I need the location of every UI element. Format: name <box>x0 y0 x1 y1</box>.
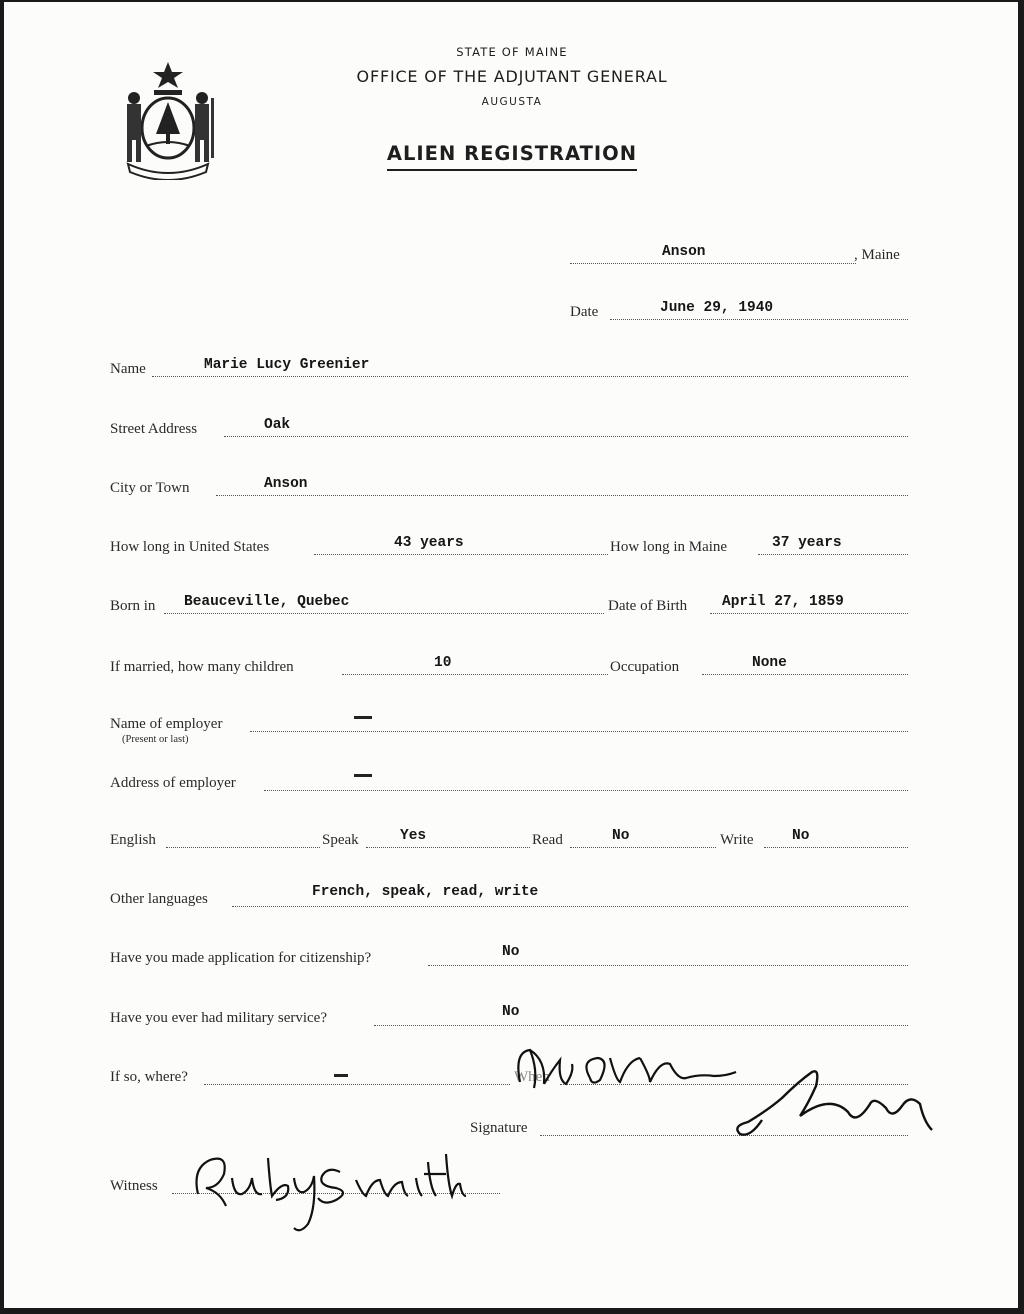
occupation-value: None <box>752 655 787 671</box>
write-value: No <box>792 828 810 844</box>
place-state-label: , Maine <box>854 247 900 263</box>
date-of-birth-value: April 27, 1859 <box>722 594 844 610</box>
speak-value: Yes <box>400 828 427 844</box>
occupation-label: Occupation <box>610 659 680 675</box>
citizenship-label: Have you made application for citizenship? <box>110 950 372 966</box>
english-label: English <box>110 832 156 848</box>
speak-label: Speak <box>322 832 359 848</box>
street-value: Oak <box>264 417 291 433</box>
city-label: City or Town <box>110 480 190 496</box>
how-long-maine-value: 37 years <box>772 535 842 551</box>
how-long-maine-label: How long in Maine <box>610 539 728 555</box>
how-long-us-label: How long in United States <box>110 539 270 555</box>
state-heading: STATE OF MAINE <box>456 45 568 59</box>
applicant-signature <box>500 1030 940 1150</box>
read-value: No <box>612 828 630 844</box>
name-label: Name <box>110 361 146 377</box>
when-label: When <box>514 1069 550 1085</box>
date-of-birth-label: Date of Birth <box>608 598 688 614</box>
military-label: Have you ever had military service? <box>110 1010 327 1026</box>
date-value: June 29, 1940 <box>660 300 774 316</box>
date-label: Date <box>570 304 599 320</box>
employer-address-label: Address of employer <box>110 775 236 791</box>
born-in-value: Beauceville, Quebec <box>184 594 350 610</box>
how-long-us-value: 43 years <box>394 535 464 551</box>
employer-name-value <box>352 706 369 722</box>
employer-name-sublabel: (Present or last) <box>122 734 189 745</box>
employer-address-value <box>352 764 369 780</box>
if-so-where-value <box>332 1058 349 1074</box>
write-label: Write <box>720 832 754 848</box>
if-so-where-label: If so, where? <box>110 1069 188 1085</box>
other-languages-label: Other languages <box>110 891 208 907</box>
witness-signature <box>190 1138 470 1238</box>
city-value: Anson <box>264 476 308 492</box>
form-title: ALIEN REGISTRATION <box>0 142 1024 165</box>
read-label: Read <box>532 832 563 848</box>
city-heading: AUGUSTA <box>481 96 543 108</box>
office-heading: OFFICE OF THE ADJUTANT GENERAL <box>356 67 668 86</box>
witness-label: Witness <box>110 1178 158 1194</box>
place-town-value: Anson <box>662 244 706 260</box>
children-value: 10 <box>434 655 452 671</box>
other-languages-value: French, speak, read, write <box>312 884 539 900</box>
citizenship-value: No <box>502 944 520 960</box>
name-value: Marie Lucy Greenier <box>204 357 370 373</box>
born-in-label: Born in <box>110 598 156 614</box>
military-value: No <box>502 1004 520 1020</box>
street-label: Street Address <box>110 421 198 437</box>
children-label: If married, how many children <box>110 659 294 675</box>
employer-name-label: Name of employer <box>110 716 223 732</box>
signature-label: Signature <box>470 1120 528 1136</box>
